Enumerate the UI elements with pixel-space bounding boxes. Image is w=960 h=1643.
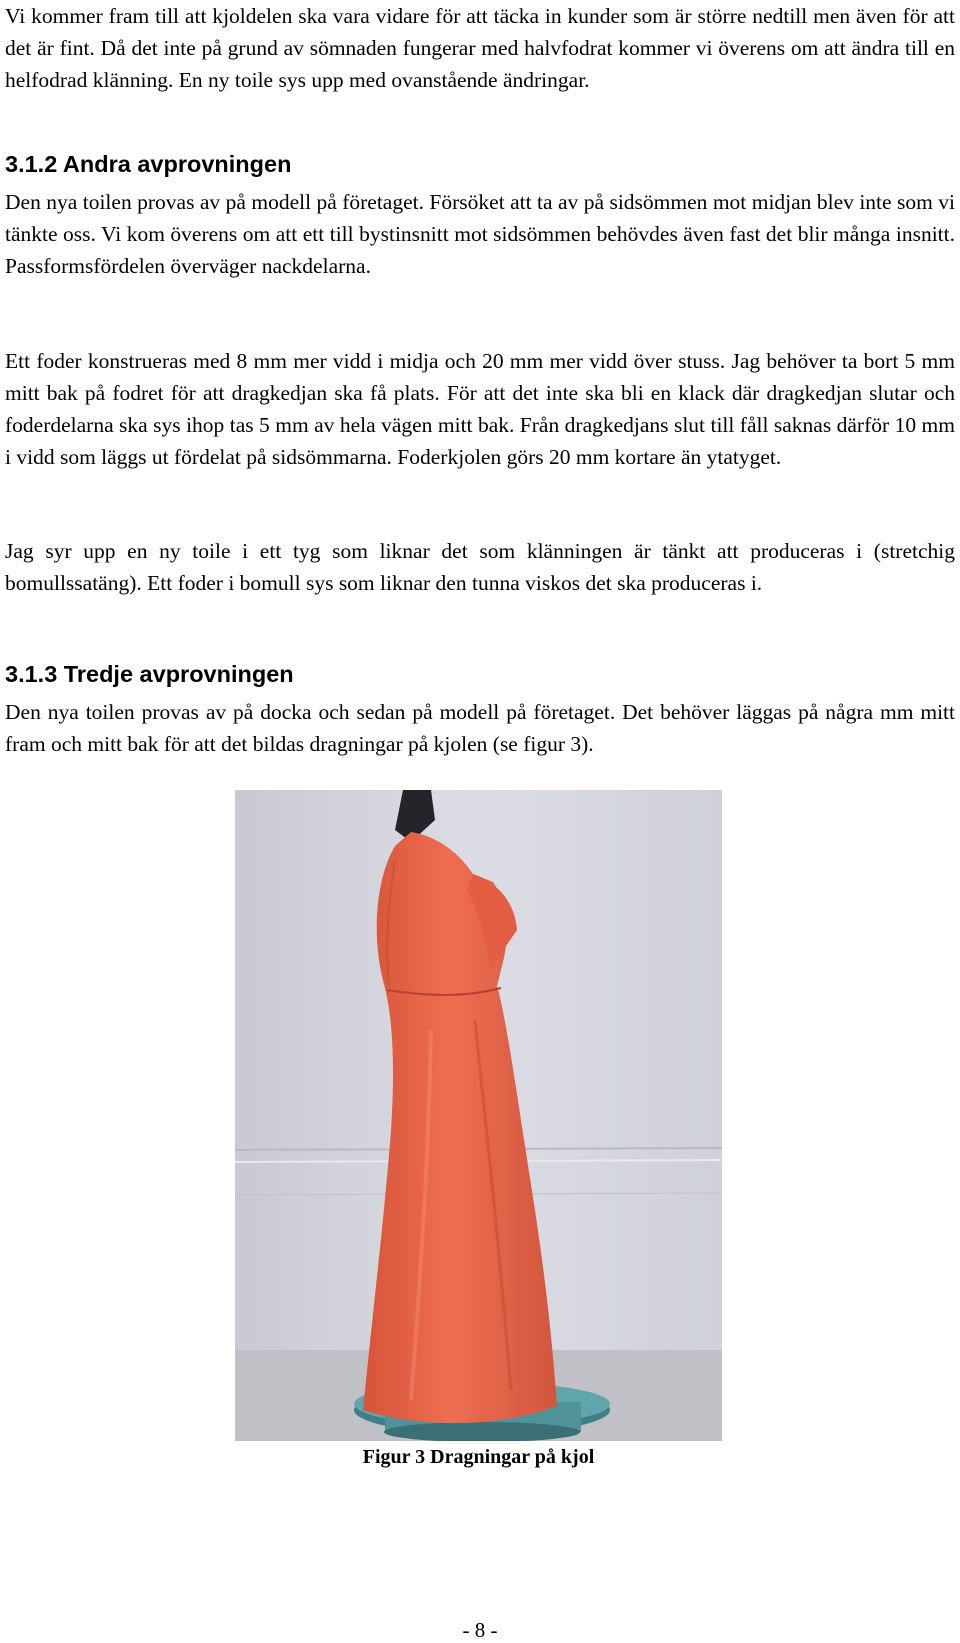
dress-photo <box>235 790 722 1441</box>
intro-paragraph: Vi kommer fram till att kjoldelen ska vara vidare för att täcka in kunder som är större nedtill men även för att det är fint. Då det inte på grund av sömnaden fungerar med halvfodrat kommer vi överens om att ändra till en helfodrad klänning. En ny toile sys upp med ovanstående ändringar. <box>5 4 955 92</box>
page-number: - 8 - <box>462 1618 498 1642</box>
paragraph-andra-2: Ett foder konstrueras med 8 mm mer vidd i midja och 20 mm mer vidd över stuss. Jag behöver ta bort 5 mm mitt bak på fodret för att dragkedjan ska få plats. För att det inte ska bli en klack där dragkedjan slutar och foderdelarna ska sys ihop tas 5 mm av hela vägen mitt bak. Från dragkedjans slut till fåll saknas därför 10 mm i vidd som läggs ut fördelat på sidsömmarna. Foderkjolen görs 20 mm kortare än ytatyget. <box>5 349 955 469</box>
paragraph-andra-1: Den nya toilen provas av på modell på företaget. Försöket att ta av på sidsömmen mot midjan blev inte som vi tänkte oss. Vi kom överens om att ett till bystinsnitt mot sidsömmen behövdes även fast det blir många insnitt. Passformsfördelen överväger nackdelarna. <box>5 190 955 278</box>
section-heading-tredje-avprovningen: 3.1.3 Tredje avprovningen <box>5 661 294 687</box>
figure-caption: Figur 3 Dragningar på kjol <box>362 1446 595 1468</box>
paragraph-andra-3: Jag syr upp en ny toile i ett tyg som liknar det som klänningen är tänkt att produceras i (stretchig bomullssatäng). Ett foder i bomull sys som liknar den tunna viskos det ska produceras i. <box>5 539 955 595</box>
section-heading-andra-avprovningen: 3.1.2 Andra avprovningen <box>5 151 292 177</box>
paragraph-tredje-1: Den nya toilen provas av på docka och sedan på modell på företaget. Det behöver läggas på några mm mitt fram och mitt bak för att det bildas dragningar på kjolen (se figur 3). <box>5 700 955 756</box>
